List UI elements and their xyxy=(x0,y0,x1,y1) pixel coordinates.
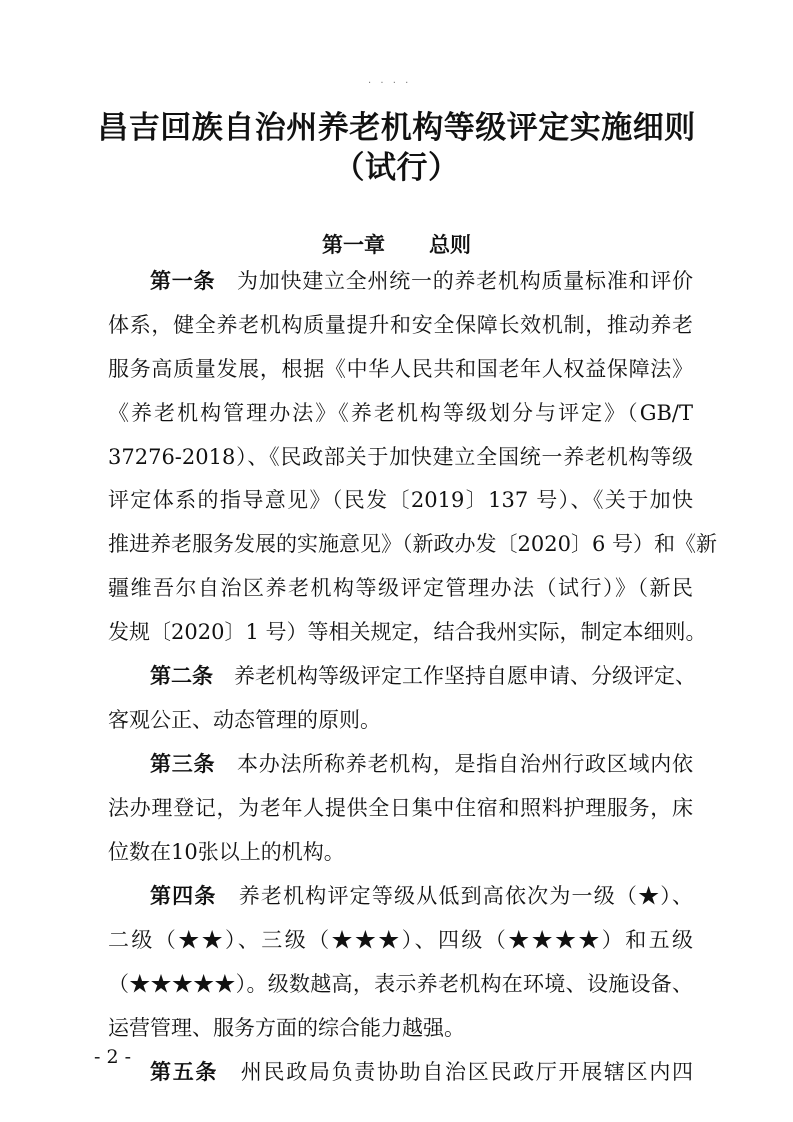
line-text: 养老机构评定等级从低到高依次为一级（★）、 xyxy=(238,884,693,908)
line-text: 为加快建立全州统一的养老机构质量标准和评价 xyxy=(237,269,693,293)
paragraph-line: 评定体系的指导意见》（民发〔2019〕137 号）、《关于加快 xyxy=(108,488,693,512)
paragraph-line: 位数在10张以上的机构。 xyxy=(108,840,345,864)
paragraph-line xyxy=(150,261,693,301)
page-number: - 2 - xyxy=(94,1046,132,1068)
paragraph-line xyxy=(150,656,696,696)
paragraph-line: 运营管理、服务方面的综合能力越强。 xyxy=(108,1016,465,1040)
paragraph-line xyxy=(150,744,693,784)
paragraph-line: 法办理登记，为老年人提供全日集中住宿和照料护理服务，床 xyxy=(108,796,693,820)
paragraph-line: 疆维吾尔自治区养老机构等级评定管理办法（试行）》（新民 xyxy=(108,576,693,600)
document-title: 昌吉回族自治州养老机构等级评定实施细则 xyxy=(97,110,696,146)
chapter-name: 总则 xyxy=(429,233,471,257)
paragraph-line: 二级（★★）、三级（★★★）、四级（★★★★）和五级 xyxy=(108,928,693,952)
paragraph-line: （★★★★★）。级数越高，表示养老机构在环境、设施设备、 xyxy=(108,972,693,996)
paragraph-line xyxy=(150,876,693,916)
document-subtitle: （试行） xyxy=(333,150,460,186)
article-label: 第四条 xyxy=(150,884,217,908)
paragraph-line: 服务高质量发展，根据《中华人民共和国老年人权益保障法》 xyxy=(108,357,693,381)
line-text: 养老机构等级评定工作坚持自愿申请、分级评定、 xyxy=(234,664,696,688)
chapter-heading xyxy=(0,229,793,259)
paragraph-line: 《养老机构管理办法》《养老机构等级划分与评定》（GB/T xyxy=(108,401,693,425)
paragraph-line: 发规〔2020〕1 号）等相关规定，结合我州实际，制定本细则。 xyxy=(108,620,707,644)
paragraph-line: 体系，健全养老机构质量提升和安全保障长效机制，推动养老 xyxy=(108,313,693,337)
article-label: 第五条 xyxy=(150,1060,219,1084)
paragraph-line: 37276-2018）、《民政部关于加快建立全国统一养老机构等级 xyxy=(108,445,693,469)
paragraph-line xyxy=(150,1052,693,1092)
chapter-number: 第一章 xyxy=(322,233,385,257)
article-label: 第三条 xyxy=(150,752,216,776)
article-label: 第二条 xyxy=(150,664,213,688)
article-label: 第一条 xyxy=(150,269,216,293)
line-text: 州民政局负责协助自治区民政厅开展辖区内四 xyxy=(240,1060,694,1084)
paragraph-line: 推进养老服务发展的实施意见》（新政办发〔2020〕6 号）和《新 xyxy=(108,532,717,556)
scan-mark: · · · · xyxy=(368,78,412,89)
line-text: 本办法所称养老机构，是指自治州行政区域内依 xyxy=(237,752,693,776)
paragraph-line: 客观公正、动态管理的原则。 xyxy=(108,708,381,732)
